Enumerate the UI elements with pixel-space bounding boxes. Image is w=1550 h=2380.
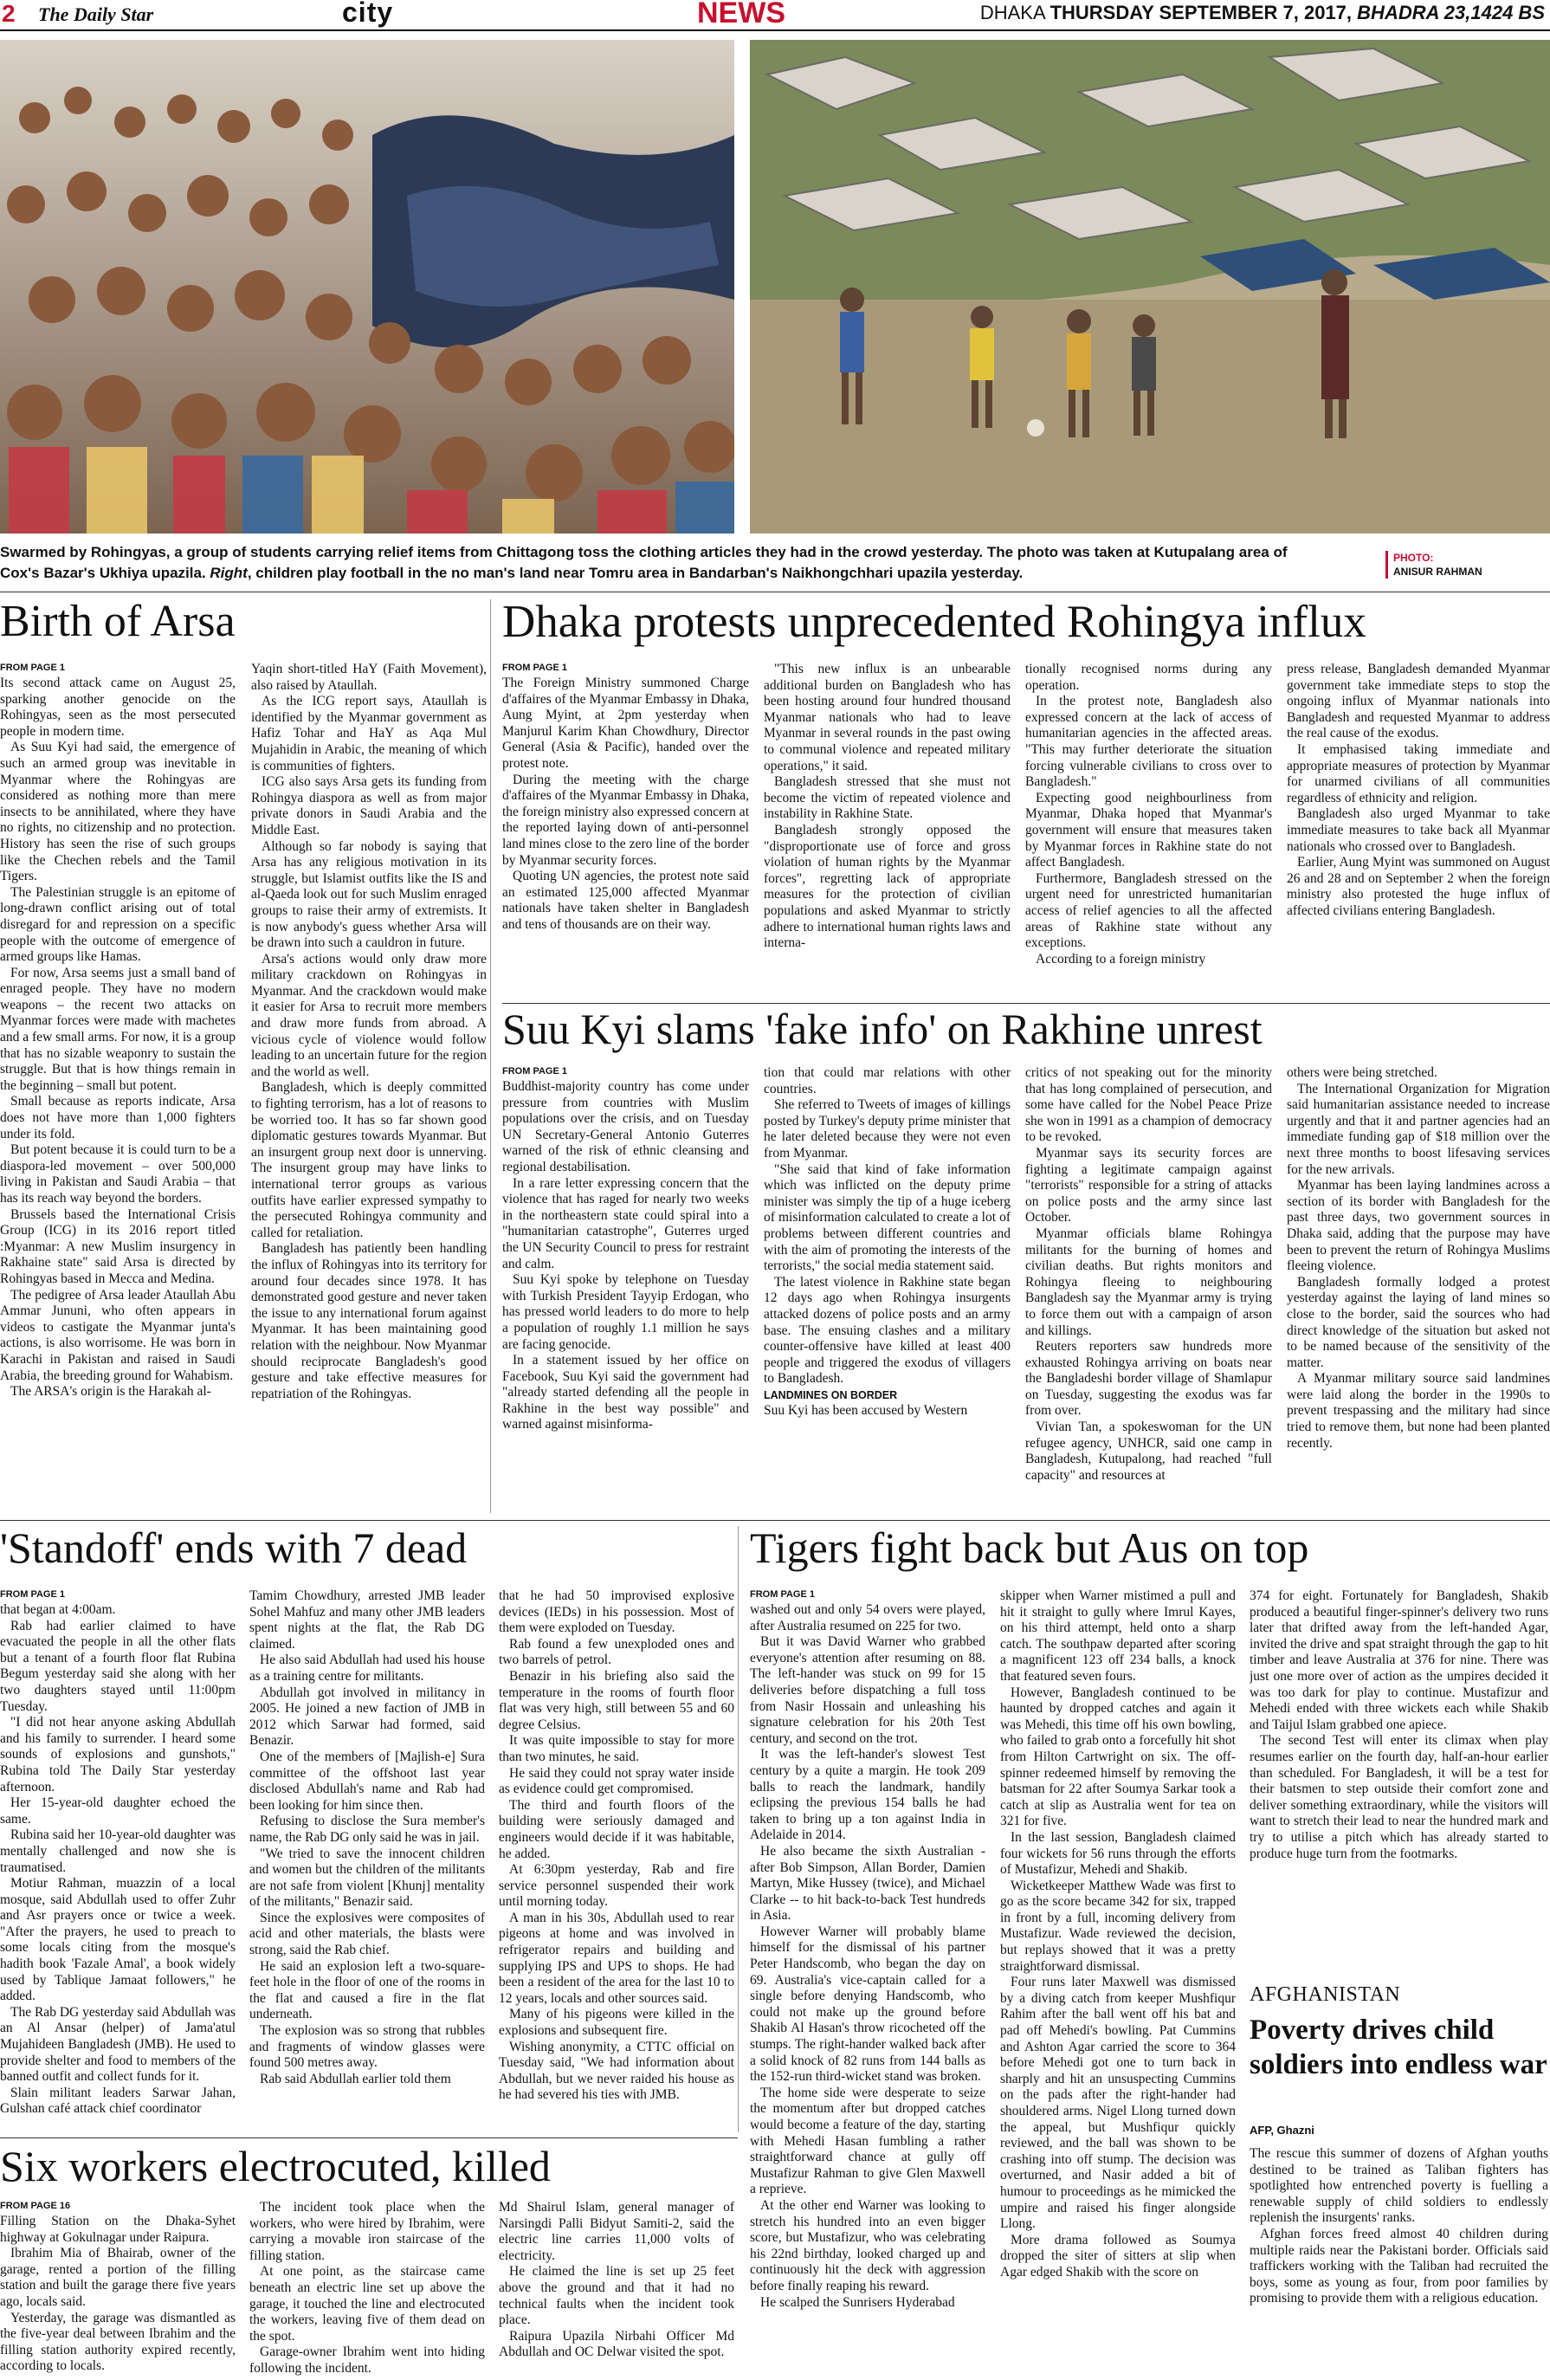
paragraph: He scalped the Sunrisers Hyderabad xyxy=(760,2294,955,2310)
standoff-column-1 xyxy=(0,1588,236,2134)
paragraph: The International Organization for Migration said humanitarian assistance needed to increase urgently and that it and partner agencies had an immediate funding gap of $18 million over the next three months to boost lifesaving services for the new arrivals. xyxy=(1287,1081,1550,1177)
paragraph: For now, Arsa seems just a small band of enraged people. They have no modern weapons – the recent two attacks on Myanmar forces were made with machetes and a few small arms. For now, it is a group that has no sizable weaponry to sustain the struggle. But that is how things remain in the beginning – small but potent. xyxy=(0,965,236,1093)
paragraph: It was the left-hander's slowest Test century by a quite a margin. He took 209 balls to reach the landmark, handily eclipsing the previous 154 balls he had taken to bring up a ton against India in Adelaide in 2014. xyxy=(750,1747,985,1843)
headline-standoff: 'Standoff' ends with 7 dead xyxy=(0,1523,468,1572)
paragraph: The ARSA's origin is the Harakah al- xyxy=(10,1384,211,1400)
caption-right: Right xyxy=(210,565,248,581)
paragraph: Small because as reports indicate, Arsa does not have more than 1,000 fighters under its fold. xyxy=(0,1094,236,1141)
paragraph: Since the explosives were composites of acid and other materials, the blasts were strong, said the Rab chief. xyxy=(249,1910,485,1958)
subheading: LANDMINES ON BORDER xyxy=(764,1388,898,1401)
paragraph: At 6:30pm yesterday, Rab and fire service personnel suspended their work until morning today. xyxy=(499,1862,734,1910)
paragraph: During the meeting with the charge d'affaires of the Myanmar Embassy in Dhaka, the foreign ministry also expressed concern at the reported laying down of anti-personnel land mines close to the zero line of the border by Myanmar security forces. xyxy=(502,772,749,868)
paragraph: She referred to Tweets of images of killings posted by Turkey's deputy prime minister that he later deleted because they were not even from Myanmar. xyxy=(764,1097,1011,1161)
paragraph: In the protest note, Bangladesh also expressed concern at the lack of access of humanitarian agencies in the affected areas. "This may further deteriorate the situation forcing vulnerable civilians to cross over to Bangladesh." xyxy=(1025,694,1272,790)
paragraph: He also said Abdullah had used his house as a training centre for militants. xyxy=(249,1652,485,1684)
photo-credit xyxy=(1385,551,1550,579)
paragraph: He claimed the line is set up 25 feet above the ground and that it had no technical faults when the incident took place. xyxy=(499,2264,734,2328)
paragraph: "We tried to save the innocent children and women but the children of the militants are not safe from violent [Khunj] mentality of the militants," Benazir said. xyxy=(249,1846,485,1910)
paragraph: tion that could mar relations with other countries. xyxy=(764,1065,1011,1096)
arsa-column-1 xyxy=(0,662,236,1519)
credit-label: PHOTO: xyxy=(1393,552,1434,564)
from-page: FROM PAGE 1 xyxy=(502,1066,567,1077)
paragraph: Myanmar has been laying landmines across a section of its border with Bangladesh for the past three days, two government sources in Dhaka said, adding that the purpose may have been to prevent the return of Rohingya Muslims fleeing violence. xyxy=(1287,1178,1550,1274)
paragraph: The Palestinian struggle is an epitome of long-drawn conflict arising out of total disregard for and repression on a specific people with the outcome of emergence of armed groups like Hamas. xyxy=(0,884,236,965)
caption-text-2: , children play football in the no man's land near Tomru area in Bandarban's Naikhongchhari upazila yesterday. xyxy=(247,565,1024,581)
paragraph: The explosion was so strong that rubbles and fragments of window glasses were found 500 metres away. xyxy=(249,2023,485,2071)
page-number: 2 xyxy=(2,0,16,27)
paragraph: The Rab DG yesterday said Abdullah was an Al Ansar (helper) of Jama'atul Mujahideen Bangladesh (JMB). He used to provide shelter and food to members of the banned outfit and collect funds for it. xyxy=(0,2004,236,2085)
standoff-column-3 xyxy=(499,1588,734,2134)
paragraph: skipper when Warner mistimed a pull and hit it straight to gully where Imrul Kayes, on his third attempt, held onto a sharp catch. The southpaw departed after scoring a magnificent 123 off 234 balls, a knock that featured seven fours. xyxy=(1000,1588,1236,1684)
paragraph: Bangladesh formally lodged a protest yesterday against the laying of land mines so close to the border, said the sources who had direct knowledge of the situation but asked not to be named because of the sensitivity of the matter. xyxy=(1287,1274,1550,1370)
paragraph: Reuters reporters saw hundreds more exhausted Rohingya arriving on boats near the Bangladeshi border village of Shamlapur on Tuesday, suggesting the exodus was far from over. xyxy=(1025,1339,1272,1419)
paragraph: However Warner will probably blame himself for the dismissal of his partner Peter Handscomb, who began the day on 69. Australia's vice-captain called for a single before denying Handscomb, who could not make up the ground before Shakib Al Hasan's throw ricocheted off the stumps. The right-hander walked back after a solid knock of 82 runs from 144 balls as the 152-run third-wicket stand was broken. xyxy=(750,1924,985,2085)
paragraph: Rab had earlier claimed to have evacuated the people in all the other flats but a tenant of a fourth floor flat Rubina Begum yesterday said she along with her two daughters stayed until 11:00pm Tuesday. xyxy=(0,1618,236,1714)
headline-suu-kyi: Suu Kyi slams 'fake info' on Rakhine unrest xyxy=(502,1005,1263,1053)
paragraph: ICG also says Arsa gets its funding from Rohingya diaspora as well as from major private donors in Saudi Arabia and the Middle East. xyxy=(251,774,487,838)
paragraph: The rescue this summer of dozens of Afghan youths destined to be trained as Taliban fighters has spotlighted how entrenched poverty is fuelling a renewable supply of child soldiers to endlessly replenish the insurgents' ranks. xyxy=(1250,2146,1548,2226)
paragraph: Bangladesh stressed that she must not become the victim of repeated violence and instability in Rakhine State. xyxy=(764,774,1011,822)
headline-dhaka-protests: Dhaka protests unprecedented Rohingya influx xyxy=(502,597,1366,647)
paragraph: critics of not speaking out for the minority that has long complained of persecution, and some have called for the Nobel Peace Prize she won in 1991 as a champion of democracy to be revoked. xyxy=(1025,1065,1272,1145)
suukyi-column-1 xyxy=(502,1065,749,1516)
paragraph: Abdullah got involved in militancy in 2005. He joined a new faction of JMB in 2012 which Sarwar had formed, said Benazir. xyxy=(249,1685,485,1749)
paragraph: Yesterday, the garage was dismantled as the five-year deal between Ibrahim and the filling station authority expired recently, according to locals. xyxy=(0,2310,236,2374)
tigers-column-3 xyxy=(1250,1588,1548,1975)
paragraph: Its second attack came on August 25, sparking another genocide on the Rohingyas, seen as the most persecuted people in modern time. xyxy=(0,676,236,739)
afghanistan-body xyxy=(1250,2146,1548,2378)
paragraph: The second Test will enter its climax when play resumes earlier on the fourth day, half-an-hour earlier than scheduled. For Bangladesh, it will be a test for their batsmen to step outside their comfort zone and deliver something extraordinary, while the visitors will want to stretch their lead to near the hundred mark and try to utilise a pitch which has already started to produce huge turn from the footmarks. xyxy=(1250,1733,1548,1861)
crowd-photo xyxy=(0,40,734,534)
paragraph: At the other end Warner was looking to stretch his hundred into an even bigger score, but Mustafizur, who was celebrating his 22nd birthday, looked charged up and continuously hit the deck with aggression before finally reaping his reward. xyxy=(750,2197,985,2293)
dhaka-column-2 xyxy=(764,662,1011,999)
news-label: NEWS xyxy=(697,0,785,29)
paragraph: Bangladesh strongly opposed the "disproportionate use of force and gross violation of human rights by the Myanmar forces", regretting lack of appropriate measures for the protection of civilian populations and asked Myanmar to strictly adhere to international human rights laws and interna- xyxy=(764,822,1011,951)
paragraph: Quoting UN agencies, the protest note said an estimated 125,000 affected Myanmar nationals have taken shelter in Bangladesh and tens of thousands are on their way. xyxy=(502,869,749,932)
paragraph: press release, Bangladesh demanded Myanmar government take immediate steps to stop the ongoing influx of Myanmar nationals into Bangladesh and requested Myanmar to address the real cause of the exodus. xyxy=(1287,662,1550,741)
paragraph: Bangladesh, which is deeply committed to fighting terrorism, has a lot of reasons to be worried too. It has so far shown good diplomatic gestures towards Myanmar. But an insurgent group next door is unnerving. The insurgent group may have links to international terror groups as various outfits have earlier expressed sympathy to the persecuted Rohingya community and called for retaliation. xyxy=(251,1080,487,1240)
paragraph: Suu Kyi has been accused by Western xyxy=(764,1403,968,1419)
workers-column-1 xyxy=(0,2200,236,2378)
paragraph: Rubina said her 10-year-old daughter was mentally challenged and now she is traumatised. xyxy=(0,1827,236,1875)
paragraph: Md Shairul Islam, general manager of Narsingdi Palli Bidyut Samiti-2, said the electric line carries 11,000 volts of electricity. xyxy=(499,2200,734,2263)
paragraph: "She said that kind of fake information which was inflicted on the deputy prime minister was simply the tip of a huge iceberg of misinformation calculated to create a lot of problems between different countries and with the aim of promoting the interests of the terrorists," the social media statement said. xyxy=(764,1161,1011,1274)
paragraph: Arsa's actions would only draw more military crackdown on Rohingyas in Myanmar. And the crackdown would make it easier for Arsa to recruit more members and draw more funds from abroad. A vicious cycle of violence would follow leading to an uncertain future for the region and the world as well. xyxy=(251,951,487,1079)
paragraph: Bangladesh has patiently been handling the influx of Rohingyas into its territory for around four decades since 1978. It has demonstrated good gesture and never taken the issue to any international forum against Myanmar. It has been maintaining good relation with the neighbour. Now Myanmar should reciprocate Bangladesh's good gesture and take effective measures for repatriation of the Rohingyas. xyxy=(251,1241,487,1401)
paragraph: that he had 50 improvised explosive devices (IEDs) in his possession. Most of them were exploded on Tuesday. xyxy=(499,1588,734,1636)
suukyi-column-4 xyxy=(1287,1065,1550,1516)
standoff-column-2 xyxy=(249,1588,485,2134)
dhaka-column-3 xyxy=(1025,662,1272,999)
tigers-column-1 xyxy=(750,1588,985,2377)
paragraph: According to a foreign ministry xyxy=(1036,951,1206,967)
paragraph: Four runs later Maxwell was dismissed by a diving catch from keeper Mushfiqur Rahim after the ball went off his bat and pad off Mehedi's bowling. Pat Cummins and Ashton Agar carried the score to 364 before Mehedi got one to turn back in sharply and hit an unsuspecting Cummins on the pads after the right-hander had shouldered arms. Nigel Llong turned down the appeal, but Mushfiqur quickly reviewed, and the ball was shown to be crashing into off stump. The decision was overturned, and Nasir added a bit of humour to proceedings as he mimicked the umpire and raised his finger alongside Llong. xyxy=(1000,1975,1236,2232)
workers-column-2 xyxy=(249,2200,485,2378)
dhaka-column-1 xyxy=(502,662,749,999)
paragraph: As the ICG report says, Ataullah is identified by the Myanmar government as Hafiz Tohar and HaY as Aqa Mul Mujahidin in Arabic, the meaning of which is communities of fighters. xyxy=(251,694,487,773)
paragraph: Furthermore, Bangladesh stressed on the urgent need for unrestricted humanitarian access of relief agencies to all the affected areas of Rakhine state without any exceptions. xyxy=(1025,870,1272,951)
paragraph: that began at 4:00am. xyxy=(0,1602,116,1617)
paragraph: Garage-owner Ibrahim went into hiding following the incident. xyxy=(249,2344,485,2376)
suukyi-column-2 xyxy=(764,1065,1011,1516)
paragraph: But it was David Warner who grabbed everyone's attention after resuming on 88. The left-hander was stuck on 99 for 15 deliveries before dispatching a full toss from Nasir Hossain and unleashing his signature celebration for his 20th Test century, and second on the trot. xyxy=(750,1634,985,1746)
paragraph: washed out and only 54 overs were played, after Australia resumed on 225 for two. xyxy=(750,1602,985,1633)
paragraph: Suu Kyi spoke by telephone on Tuesday with Turkish President Tayyip Erdogan, who has pressed world leaders to do more to help a population of roughly 1.1 million he says are facing genocide. xyxy=(502,1272,749,1352)
paragraph: But potent because it is could turn to be a diaspora-led movement – over 500,000 living in Pakistan and Saudi Arabia – that has its reach way beyond the borders. xyxy=(0,1142,236,1206)
paragraph: A Myanmar military source said landmines were laid along the border in the 1990s to prevent trespassing and the military had since tried to remove them, but none had been planted recently. xyxy=(1287,1371,1550,1451)
paragraph: 374 for eight. Fortunately for Bangladesh, Shakib produced a beautiful finger-spinner's delivery two runs later that drifted away from the left-handed Agar, invited the drive and spat straight through the gap to hit timber and leave Australia at 376 for nine. There was just one more over of action as the umpires decided it was too dark for play to continue. Mustafizur and Mehedi ended with three wickets each while Shakib and Taijul Islam grabbed one apiece. xyxy=(1250,1588,1548,1732)
paragraph: Rab said Abdullah earlier told them xyxy=(260,2071,451,2086)
headline-birth-of-arsa: Birth of Arsa xyxy=(0,597,236,646)
paragraph: At one point, as the staircase came beneath an electric line set up above the garage, it touched the line and electrocuted the workers, leaving five of them dead on the spot. xyxy=(249,2264,485,2344)
paragraph: Her 15-year-old daughter echoed the same. xyxy=(0,1795,236,1827)
paragraph: In a statement issued by her office on Facebook, Suu Kyi said the government had "already started defending all the people in Rakhine in the best way possible" and warned against misinforma- xyxy=(502,1353,749,1433)
divider xyxy=(0,1520,1550,1521)
paragraph: A man in his 30s, Abdullah used to rear pigeons at home and was involved in refrigerator repairs and building and supplying IPS and UPS to shops. He had been a resident of the area for the last 10 to 12 years, locals and other sources said. xyxy=(499,1910,734,2006)
photo-caption xyxy=(0,542,1299,584)
football-photo xyxy=(750,40,1550,534)
paragraph: Earlier, Aung Myint was summoned on August 26 and 28 and on September 2 when the foreign ministry also protested the huge influx of affected civilians entering Bangladesh. xyxy=(1287,855,1550,918)
paragraph: "This new influx is an unbearable additional burden on Bangladesh who has been hosting around four hundred thousand Myanmar nationals who had to leave Myanmar in several rounds in the past owing to communal violence and repeated military operations," it said. xyxy=(764,662,1011,773)
paragraph: The third and fourth floors of the building were seriously damaged and engineers would decide if it was habitable, he added. xyxy=(499,1797,734,1861)
paragraph: The pedigree of Arsa leader Ataullah Abu Ammar Jununi, who often appears in videos to castigate the Myanmar junta's actions, is also worrisome. He was born in Karachi in Pakistan and raised in Saudi Arabia, the breeding ground for Wahabism. xyxy=(0,1287,236,1383)
paragraph: Wishing anonymity, a CTTC official on Tuesday said, "We had information about Abdullah, but we never raided his house as he had severed his ties with JMB. xyxy=(499,2039,734,2103)
paragraph: He said an explosion left a two-square-feet hole in the floor of one of the rooms in the flat and caused a fire in the flat underneath. xyxy=(249,1958,485,2022)
divider xyxy=(0,2137,738,2138)
arsa-column-2 xyxy=(251,662,487,1519)
caption-text-1: Swarmed by Rohingyas, a group of students carrying relief items from Chittagong toss the clothing articles they had in the crowd yesterday. The photo was taken at Kutupalang area of Cox's Bazar's Ukhiya upazila. xyxy=(0,544,1288,581)
date-main: THURSDAY SEPTEMBER 7, 2017, xyxy=(1049,2,1353,23)
paragraph: It was quite impossible to stay for more than two minutes, he said. xyxy=(499,1733,734,1764)
paragraph: More drama followed as Soumya dropped the siter of sitters at slip when Agar edged Shakib with the score on xyxy=(1000,2232,1236,2280)
paragraph: Rab found a few unexploded ones and two barrels of petrol. xyxy=(499,1636,734,1668)
headline-tigers: Tigers fight back but Aus on top xyxy=(750,1523,1309,1572)
paragraph: The home side were desperate to seize the momentum after but dropped catches would become a feature of the day, starting with Mehedi Hasan fumbling a rather straightforward chance at gully off Mustafizur Rahman to give Glen Maxwell a reprieve. xyxy=(750,2085,985,2197)
paragraph: The latest violence in Rakhine state began 12 days ago when Rohingya insurgents attacked dozens of police posts and an army base. The ensuing clashes and a military counter-offensive have killed at least 400 people and triggered the exodus of villagers to Bangladesh. xyxy=(764,1274,1011,1387)
paragraph: He also became the sixth Australian - after Bob Simpson, Allan Border, Damien Martyn, Mike Hussey (twice), and Michael Clarke -- to hit back-to-back Test hundreds in Asia. xyxy=(750,1843,985,1924)
issue-date xyxy=(980,2,1545,24)
paragraph: Wicketkeeper Matthew Wade was first to go as the score became 342 for six, trapped in front by a full, incoming delivery from Mustafizur. Wade reviewed the decision, but replays showed that it was a pretty straightforward dismissal. xyxy=(1000,1878,1236,1974)
paragraph: Ibrahim Mia of Bhairab, owner of the garage, rented a portion of the filling station and built the garage there five years ago, locals said. xyxy=(0,2246,236,2309)
from-page: FROM PAGE 1 xyxy=(0,663,65,673)
paragraph: In a rare letter expressing concern that the violence that has raged for nearly two weeks in the northeastern state could spiral into a "humanitarian catastrophe", Guterres urged the UN Security Council to press for restraint and calm. xyxy=(502,1175,749,1271)
paragraph: Tamim Chowdhury, arrested JMB leader Sohel Mahfuz and many other JMB leaders spent nights at the flat, the Rab DG claimed. xyxy=(249,1588,485,1652)
paragraph: He said they could not spray water inside as evidence could get compromised. xyxy=(499,1765,734,1797)
paragraph: However, Bangladesh continued to be haunted by dropped catches and again it was Mehedi, this time off his own bowling, who failed to grab onto a forcefully hit shot from Hilton Cartwright on six. The off-spinner redeemed himself by removing the batsman for 22 after Soumya Sarkar took a catch at slip as Australia went for tea on 321 for five. xyxy=(1000,1685,1236,1829)
workers-column-3 xyxy=(499,2200,734,2378)
paragraph: Benazir in his briefing also said the temperature in the rooms of fourth floor flat was very high, still between 55 and 60 degree Celsius. xyxy=(499,1668,734,1732)
paper-name: The Daily Star xyxy=(38,3,154,25)
date-prefix: DHAKA xyxy=(979,2,1045,23)
paragraph: Expecting good neighbourliness from Myanmar, Dhaka hoped that Myanmar's government will ensure that measures taken by Myanmar forces in Rakhine state do not affect Bangladesh. xyxy=(1025,790,1272,870)
paragraph: Refusing to disclose the Sura member's name, the Rab DG only said he was in jail. xyxy=(249,1814,485,1845)
credit-name: ANISUR RAHMAN xyxy=(1393,566,1482,578)
paragraph: The incident took place when the workers, who were hired by Ibrahim, were carrying a movable iron staircase of the filling station. xyxy=(249,2200,485,2263)
paragraph: Raipura Upazila Nirbahi Officer Md Abdullah and OC Delwar visited the spot. xyxy=(499,2328,734,2360)
paragraph: tionally recognised norms during any operation. xyxy=(1025,662,1272,693)
paragraph: Afghan forces freed almost 40 children during multiple raids near the Pakistani border. Officials said traffickers working with the Taliban had recruited the boys, some as young as four, from poor families by promising to provide them with a religious education. xyxy=(1250,2226,1548,2306)
headline-child-soldiers: Poverty drives child soldiers into endless war xyxy=(1250,2015,1547,2080)
paragraph: Yaqin short-titled HaY (Faith Movement), also raised by Ataullah. xyxy=(251,662,487,693)
paragraph: As Suu Kyi had said, the emergence of such an armed group was inevitable in Myanmar where the Rohingyas are considered as nothing more than mere insects to be annihilated, where they have no rights, no citizenship and no protection. History has seen the rise of such groups like the Chechen rebels and the Tamil Tigers. xyxy=(0,740,236,884)
paragraph: Although so far nobody is saying that Arsa has any religious motivation in its struggle, but Islamist outfits like the IS and al-Qaeda look out for such Muslim enraged groups to raise their army of extremists. It is now anybody's guess whether Arsa will be drawn into such a cauldron in future. xyxy=(251,838,487,951)
section-name: city xyxy=(342,0,394,28)
from-page: FROM PAGE 16 xyxy=(0,2201,71,2211)
paragraph: others were being stretched. xyxy=(1287,1065,1437,1080)
from-page: FROM PAGE 1 xyxy=(750,1589,815,1600)
paragraph: Myanmar says its security forces are fighting a legitimate campaign against "terrorists" responsible for a string of attacks on police posts and the army since last October. xyxy=(1025,1145,1272,1226)
afghanistan-kicker: AFGHANISTAN xyxy=(1250,1983,1401,2006)
paragraph: Myanmar officials blame Rohingya militants for the burning of homes and civilian deaths. But rights monitors and Rohingya fleeing to neighbouring Bangladesh say the Myanmar army is trying to force them out with a campaign of arson and killings. xyxy=(1025,1226,1272,1338)
byline: AFP, Ghazni xyxy=(1250,2124,1314,2137)
column-divider xyxy=(738,1526,739,2132)
suukyi-column-3 xyxy=(1025,1065,1272,1516)
paragraph: Brussels based the International Crisis Group (ICG) in its 2016 report titled :Myanmar: A new Muslim insurgency in Rakhaine state" said Arsa is directed by Rohingyas based in Mecca and Medina. xyxy=(0,1206,236,1286)
paragraph: It emphasised taking immediate and appropriate measures of protection by Myanmar for unarmed civilians of all communities regardless of ethnicity and religion. xyxy=(1287,741,1550,805)
paragraph: Slain militant leaders Sarwar Jahan, Gulshan café attack chief coordinator xyxy=(0,2085,236,2117)
paragraph: Motiur Rahman, muazzin of a local mosque, said Abdullah used to offer Zuhr and Asr prayers once or twice a week. "After the prayers, he used to preach to some locals citing from the mosque's hadith book 'Fazale Amal', a book widely used by Tablique Jamaat followers," he added. xyxy=(0,1876,236,2004)
masthead xyxy=(0,0,1550,31)
headline-six-workers: Six workers electrocuted, killed xyxy=(0,2142,551,2190)
dhaka-column-4 xyxy=(1287,662,1550,999)
paragraph: The Foreign Ministry summoned Charge d'affaires of the Myanmar Embassy in Dhaka, Aung Myint, at 2pm yesterday when Manjurul Karim Khan Chowdhury, Director General (Asia & Pacific), handed over the protest note. xyxy=(502,676,749,771)
date-bangla: BHADRA 23,1424 BS xyxy=(1357,2,1545,23)
paragraph: One of the members of [Majlish-e] Sura committee of the offshoot last year disclosed Abdullah's name and Rab had been looking for him since then. xyxy=(249,1749,485,1813)
divider xyxy=(502,1003,1550,1004)
from-page: FROM PAGE 1 xyxy=(0,1589,65,1600)
column-divider xyxy=(490,599,491,1513)
paragraph: Vivian Tan, a spokeswoman for the UN refugee agency, UNHCR, said one camp in Bangladesh, Kutupalong, had reached "full capacity" and resources at xyxy=(1025,1420,1272,1483)
paragraph: "I did not hear anyone asking Abdullah and his family to surrender. I heard some sounds of explosions and gunshots," Rubina told The Daily Star yesterday afternoon. xyxy=(0,1715,236,1795)
tigers-column-2 xyxy=(1000,1588,1236,2377)
paragraph: In the last session, Bangladesh claimed four wickets for 56 runs through the efforts of Mustafizur, Mehedi and Shakib. xyxy=(1000,1829,1236,1878)
paragraph: Buddhist-majority country has come under pressure from countries with Muslim populations over the crisis, and on Tuesday UN Secretary-General Antonio Guterres warned of the risk of ethnic cleansing and regional destabilisation. xyxy=(502,1079,749,1174)
paragraph: Many of his pigeons were killed in the explosions and subsequent fire. xyxy=(499,2007,734,2039)
paragraph: Bangladesh also urged Myanmar to take immediate measures to take back all Myanmar nationals who crossed over to Bangladesh. xyxy=(1287,806,1550,854)
from-page: FROM PAGE 1 xyxy=(502,663,567,673)
paragraph: Filling Station on the Dhaka-Syhet highway at Gokulnagar under Raipura. xyxy=(0,2214,236,2245)
